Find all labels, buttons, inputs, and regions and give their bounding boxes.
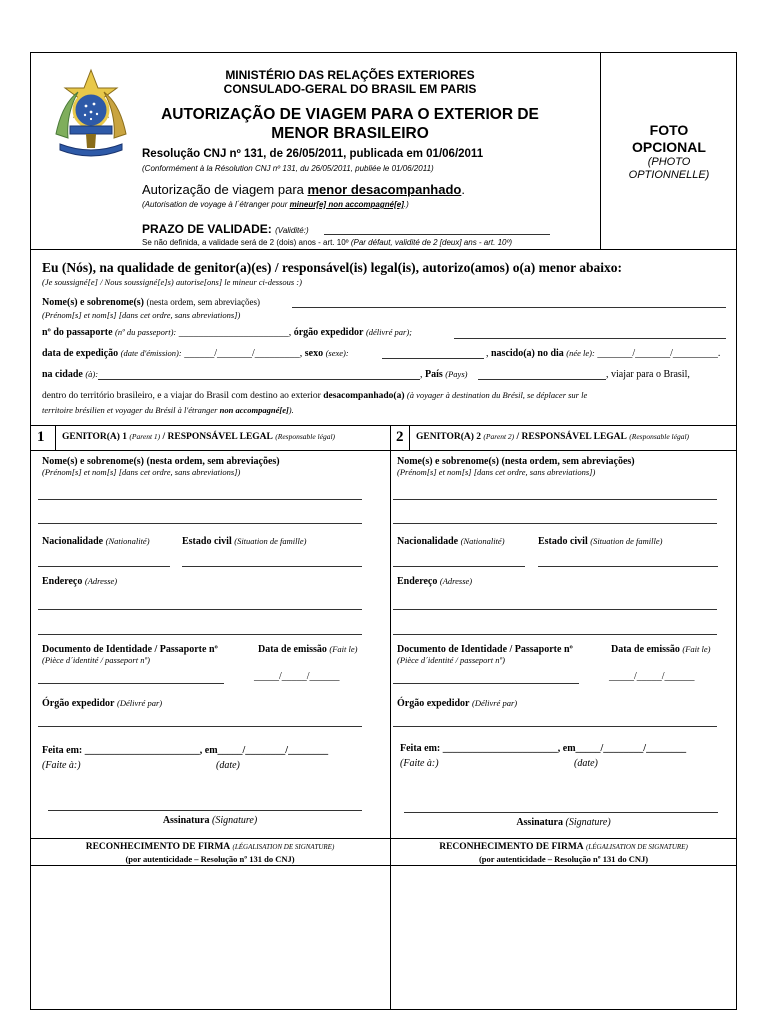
parent1-signature-line[interactable]	[48, 810, 362, 811]
parent1-title: GENITOR(A) 1 (Parent 1) / RESPONSÁVEL LEGAL (Responsable légal)	[62, 432, 336, 442]
parent2-made-at-input[interactable]: Feita em: _______________________, em_____/________/________	[400, 743, 687, 754]
parent2-issuer-input[interactable]	[393, 726, 717, 727]
issue-date-row: data de expedição (date d'émission): ______/_______/_________, sexo (sexe):	[42, 348, 349, 359]
travel-statement: dentro do território brasileiro, e a viajar do Brasil com destino ao exterior desacompanhado(a) (à voyager à destination du Brésil, se déplacer sur le	[42, 390, 588, 401]
travel-to-brazil-text: , viajar para o Brasil,	[606, 369, 690, 380]
parent2-signature-line[interactable]	[404, 812, 718, 813]
travel-statement-fr: territoire brésilien et voyager du Brésil à l'étranger non accompagné[e]).	[42, 405, 294, 415]
parent1-names-label: Nome(s) e sobrenome(s) (nesta ordem, sem abreviações)	[42, 456, 280, 467]
parent1-made-at-input[interactable]: Feita em: _______________________, em_____/________/________	[42, 745, 329, 756]
sex-input[interactable]	[382, 358, 484, 359]
parent1-names-label-fr: (Prénom[s] et nom[s] [dans cet ordre, sans abreviations])	[42, 467, 241, 477]
parent2-recognition-stamp-area[interactable]	[391, 866, 736, 1009]
parent2-date-label-fr: (date)	[574, 758, 598, 769]
parent1-names-input-1[interactable]	[38, 499, 362, 500]
parent1-signature-label: Assinatura (Signature)	[162, 815, 258, 826]
parent1-issuer-label: Órgão expedidor (Délivré par)	[42, 698, 163, 709]
parent1-nationality-input[interactable]	[38, 566, 170, 567]
parent2-signature-label: Assinatura (Signature)	[516, 817, 611, 828]
coat-of-arms-emblem	[48, 64, 134, 160]
parent1-id-label: Documento de Identidade / Passaporte nº	[42, 644, 218, 655]
parent2-civil-input[interactable]	[538, 566, 718, 567]
parent2-id-label: Documento de Identidade / Passaporte nº	[397, 644, 573, 655]
form-title-line1: AUTORIZAÇÃO DE VIAGEM PARA O EXTERIOR DE	[161, 106, 539, 123]
parent2-number-divider	[409, 425, 410, 450]
parent1-address-input-2[interactable]	[38, 634, 362, 635]
validity-input-line[interactable]	[324, 234, 550, 235]
ministry-name: MINISTÉRIO DAS RELAÇÕES EXTERIORES	[225, 68, 475, 82]
parent2-address-input-1[interactable]	[393, 609, 717, 610]
parent1-address-input-1[interactable]	[38, 609, 362, 610]
parent2-title: GENITOR(A) 2 (Parent 2) / RESPONSÁVEL LEGAL (Responsable légal)	[416, 432, 690, 442]
parent1-issuer-input[interactable]	[38, 726, 362, 727]
declaration-heading-fr: (Je soussigné[e] / Nous soussigné[e]s) autorise[ons] le mineur ci-dessous :)	[42, 277, 302, 287]
parent2-nationality-label: Nacionalidade (Nationalité)	[397, 536, 505, 547]
parent2-emission-input[interactable]: _____/_____/______	[609, 671, 695, 682]
parent1-address-label: Endereço (Adresse)	[42, 576, 118, 587]
country-label: , País (Pays)	[420, 369, 468, 380]
authorization-type: Autorização de viagem para menor desacompanhado.	[142, 182, 465, 197]
parent1-emission-input[interactable]: _____/_____/______	[254, 671, 340, 682]
unaccompanied-minor-label: menor desacompanhado	[307, 182, 462, 197]
parent1-id-input[interactable]	[38, 683, 224, 684]
recognition-top	[30, 838, 737, 839]
parent2-address-input-2[interactable]	[393, 634, 717, 635]
parent2-made-at-label-fr: (Faite à:)	[400, 758, 439, 769]
birth-date-row: , nascido(a) no dia (née le): _______/_______/_________.	[486, 348, 721, 359]
parent1-civil-input[interactable]	[182, 566, 362, 567]
parent1-id-label-fr: (Pièce d´identité / passeport nº)	[42, 655, 150, 665]
header-bottom-rule	[30, 249, 737, 250]
parent1-recognition-stamp-area[interactable]	[31, 866, 389, 1009]
city-label: na cidade (à):	[42, 369, 99, 380]
parent2-nationality-input[interactable]	[393, 566, 525, 567]
declaration-heading: Eu (Nós), na qualidade de genitor(a)(es) / responsável(is) legal(is), autorizo(amos) o(a) menor abaixo:	[42, 260, 622, 275]
parent2-address-label: Endereço (Adresse)	[397, 576, 473, 587]
parent2-names-input-1[interactable]	[393, 499, 717, 500]
minor-names-label-fr: (Prénom[s] et nom[s] [dans cet ordre, sans abreviations])	[42, 310, 241, 320]
minor-names-label: Nome(s) e sobrenome(s) (nesta ordem, sem abreviações)	[42, 297, 260, 308]
photo-box[interactable]: FOTO OPCIONAL (PHOTO OPTIONNELLE)	[628, 122, 710, 181]
parent2-number: 2	[396, 429, 404, 445]
parent1-emission-label: Data de emissão (Fait le)	[258, 644, 358, 655]
validity-note: Se não definida, a validade será de 2 (dois) anos - art. 10º (Par défaut, validité de 2 [deux] ans - art. 10º)	[142, 238, 513, 247]
consulate-name: CONSULADO-GERAL DO BRASIL EM PARIS	[223, 82, 477, 96]
parent2-id-label-fr: (Pièce d´identité / passeport nº)	[397, 655, 505, 665]
form-title-line2: MENOR BRASILEIRO	[271, 125, 429, 142]
parent2-names-label: Nome(s) e sobrenome(s) (nesta ordem, sem abreviações)	[397, 456, 635, 467]
parent2-recognition: RECONHECIMENTO DE FIRMA (LÉGALISATION DE SIGNATURE) (por autenticidade – Resolução nº 131 do CNJ)	[439, 842, 688, 864]
parent1-number-divider	[55, 425, 56, 450]
parent2-names-input-2[interactable]	[393, 523, 717, 524]
parent1-date-label-fr: (date)	[216, 760, 240, 771]
passport-number-input[interactable]: ______________________	[178, 327, 289, 338]
birth-date-input[interactable]: _______/_______/_________.	[597, 348, 721, 359]
passport-number-label: nº do passaporte (nº du passeport): ______________________, órgão expedidor (délivré par);	[42, 327, 412, 338]
passport-issuer-input[interactable]	[454, 338, 726, 339]
authorization-type-fr: (Autorisation de voyage à l´étranger pour mineur[e] non accompagné[e].)	[142, 200, 409, 209]
parent2-civil-label: Estado civil (Situation de famille)	[538, 536, 663, 547]
resolution-reference-fr: (Conformément à la Résolution CNJ nº 131, du 26/05/2011, publiée le 01/06/2011)	[142, 164, 434, 173]
issue-date-input[interactable]: ______/_______/_________	[184, 348, 300, 359]
parent1-recognition: RECONHECIMENTO DE FIRMA (LÉGALISATION DE SIGNATURE) (por autenticidade – Resolução nº 131 do CNJ)	[85, 842, 335, 864]
birth-city-input[interactable]	[98, 379, 420, 380]
parent2-id-input[interactable]	[393, 683, 579, 684]
parent1-made-at-label-fr: (Faite à:)	[42, 760, 81, 771]
parents-table-top	[30, 425, 737, 426]
parent2-names-label-fr: (Prénom[s] et nom[s] [dans cet ordre, sans abreviations])	[397, 467, 596, 477]
minor-names-input[interactable]	[292, 307, 726, 308]
parent1-civil-label: Estado civil (Situation de famille)	[182, 536, 307, 547]
parent1-nationality-label: Nacionalidade (Nationalité)	[42, 536, 150, 547]
parent2-emission-label: Data de emissão (Fait le)	[611, 644, 711, 655]
parent1-number: 1	[37, 429, 45, 445]
parent1-names-input-2[interactable]	[38, 523, 362, 524]
validity-field: PRAZO DE VALIDADE: (Validité:)	[142, 222, 309, 236]
parent2-issuer-label: Órgão expedidor (Délivré par)	[397, 698, 518, 709]
birth-country-input[interactable]	[478, 379, 606, 380]
resolution-reference: Resolução CNJ nº 131, de 26/05/2011, publicada em 01/06/2011	[142, 148, 484, 160]
parents-header-bottom	[30, 450, 737, 451]
